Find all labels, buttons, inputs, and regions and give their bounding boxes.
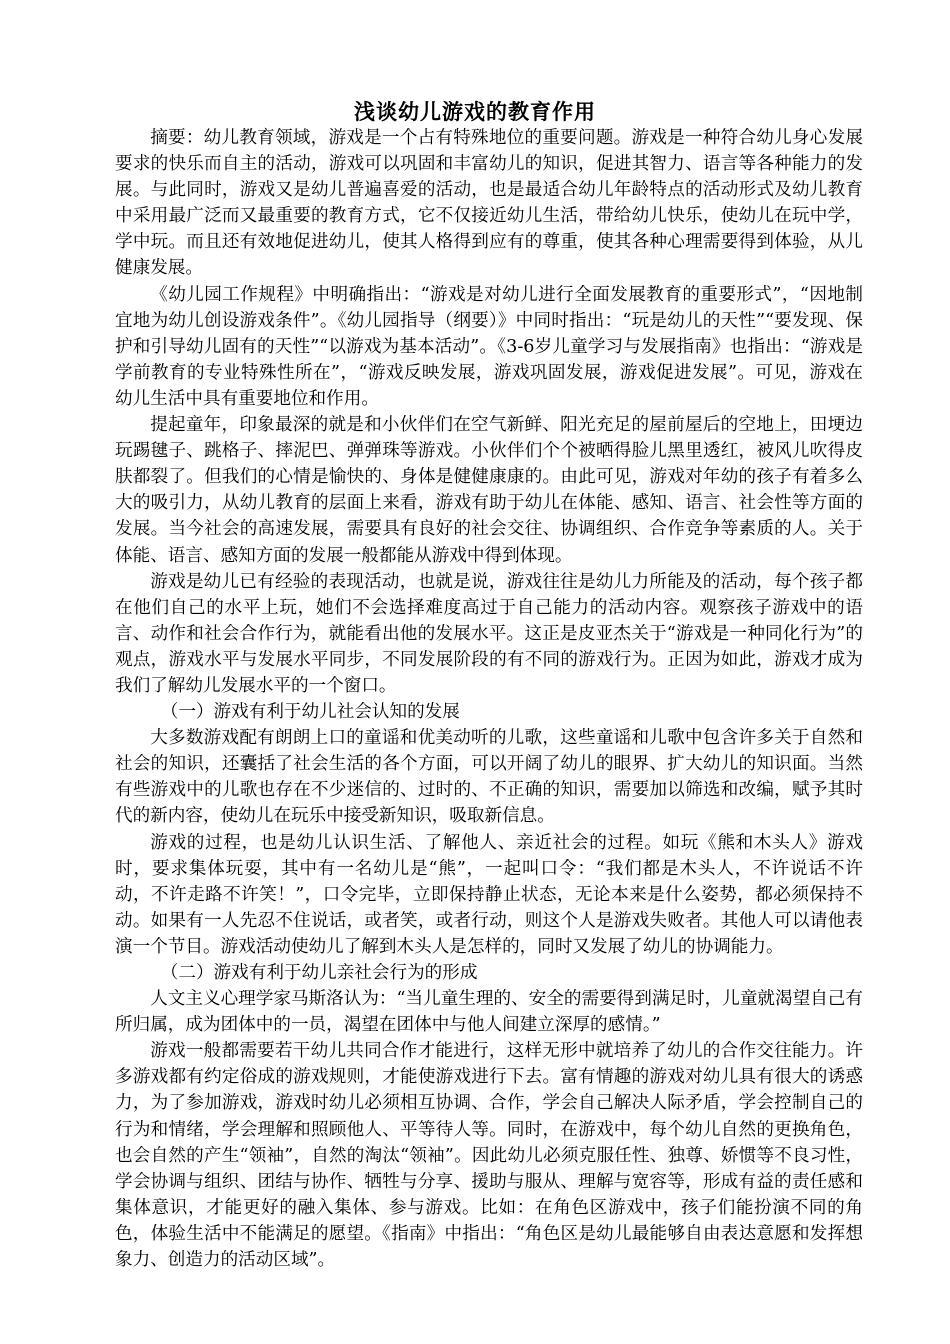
body-paragraph: 《幼儿园工作规程》中明确指出：“游戏是对幼儿进行全面发展教育的重要形式”，“因地制宜地为幼儿创设游戏条件”。《幼儿园指导（纲要）》中同时指出：“玩是幼儿的天性”“要发现、保护和引导幼儿固有的天性”“以游戏为基本活动”。《3-6岁儿童学习与发展指南》也指出：“游戏是学前教育的专业特殊性所在”，“游戏反映发展，游戏巩固发展，游戏促进发展”。可见，游戏在幼儿生活中具有重要地位和作用。 bbox=[115, 284, 863, 409]
body-paragraph: 提起童年，印象最深的就是和小伙伴们在空气新鲜、阳光充足的屋前屋后的空地上，田埂边玩踢毽子、跳格子、摔泥巴、弹弹珠等游戏。小伙伴们个个被晒得脸儿黑里透红，被风儿吹得皮肤都裂了。但我们的心情是愉快的、身体是健健康康的。由此可见，游戏对年幼的孩子有着多么大的吸引力，从幼儿教育的层面上来看，游戏有助于幼儿在体能、感知、语言、社会性等方面的发展。当今社会的高速发展，需要具有良好的社会交往、协调组织、合作竞争等素质的人。关于体能、语言、感知方面的发展一般都能从游戏中得到体现。 bbox=[115, 415, 863, 566]
abstract-paragraph: 摘要：幼儿教育领域，游戏是一个占有特殊地位的重要问题。游戏是一种符合幼儿身心发展要求的快乐而自主的活动，游戏可以巩固和丰富幼儿的知识，促进其智力、语言等各种能力的发展。与此同时，游戏又是幼儿普遍喜爱的活动，也是最适合幼儿年龄特点的活动形式及幼儿教育中采用最广泛而又最重要的教育方式，它不仅接近幼儿生活，带给幼儿快乐，使幼儿在玩中学，学中玩。而且还有效地促进幼儿，使其人格得到应有的尊重，使其各种心理需要得到体验，从儿健康发展。 bbox=[115, 128, 863, 279]
section-heading-1: （一）游戏有利于幼儿社会认知的发展 bbox=[160, 702, 460, 723]
body-paragraph: 人文主义心理学家马斯洛认为：“当儿童生理的、安全的需要得到满足时，儿童就渴望自己有所归属，成为团体中的一员，渴望在团体中与他人间建立深厚的感情。” bbox=[115, 989, 863, 1036]
document-body bbox=[115, 125, 863, 1273]
body-paragraph: 大多数游戏配有朗朗上口的童谣和优美动听的儿歌，这些童谣和儿歌中包含许多关于自然和社会的知识，还囊括了社会生活的各个方面，可以开阔了幼儿的眼界、扩大幼儿的知识面。当然有些游戏中的儿歌也存在不少迷信的、过时的、不正确的知识，需要加以筛选和改编，赋予其时代的新内容，使幼儿在玩乐中接受新知识，吸取新信息。 bbox=[115, 728, 863, 827]
section-heading-2: （二）游戏有利于幼儿亲社会行为的形成 bbox=[160, 963, 478, 983]
body-paragraph: 游戏一般都需要若干幼儿共同合作才能进行，这样无形中就培养了幼儿的合作交往能力。许多游戏都有约定俗成的游戏规则，才能使游戏进行下去。富有情趣的游戏对幼儿具有很大的诱惑力，为了参加游戏，游戏时幼儿必须相互协调、合作，学会自己解决人际矛盾，学会控制自己的行为和情绪，学会理解和照顾他人、平等待人等。同时，在游戏中，每个幼儿自然的更换角色，也会自然的产生“领袖”，自然的淘汰“领袖”。因此幼儿必须克服任性、独尊、娇惯等不良习性，学会协调与组织、团结与协作、牺牲与分享、援助与服从、理解与宽容等，形成有益的责任感和集体意识，才能更好的融入集体、参与游戏。比如：在角色区游戏中，孩子们能扮演不同的角色，体验生活中不能满足的愿望。《指南》中指出：“角色区是幼儿最能够自由表达意愿和发挥想象力、创造力的活动区域”。 bbox=[115, 1041, 863, 1271]
body-paragraph: 游戏是幼儿已有经验的表现活动，也就是说，游戏往往是幼儿力所能及的活动，每个孩子都在他们自己的水平上玩，她们不会选择难度高过于自己能力的活动内容。观察孩子游戏中的语言、动作和社会合作行为，就能看出他的发展水平。这正是皮亚杰关于“游戏是一种同化行为”的观点，游戏水平与发展水平同步，不同发展阶段的有不同的游戏行为。正因为如此，游戏才成为我们了解幼儿发展水平的一个窗口。 bbox=[115, 571, 863, 696]
body-paragraph: 游戏的过程，也是幼儿认识生活、了解他人、亲近社会的过程。如玩《熊和木头人》游戏时，要求集体玩耍，其中有一名幼儿是“熊”，一起叫口令：“我们都是木头人，不许说话不许动，不许走路不许笑！”，口令完毕，立即保持静止状态，无论本来是什么姿势，都必须保持不动。如果有一人先忍不住说话，或者笑，或者行动，则这个人是游戏失败者。其他人可以请他表演一个节目。游戏活动使幼儿了解到木头人是怎样的，同时又发展了幼儿的协调能力。 bbox=[115, 832, 863, 957]
document-title: 浅谈幼儿游戏的教育作用 bbox=[354, 99, 596, 124]
